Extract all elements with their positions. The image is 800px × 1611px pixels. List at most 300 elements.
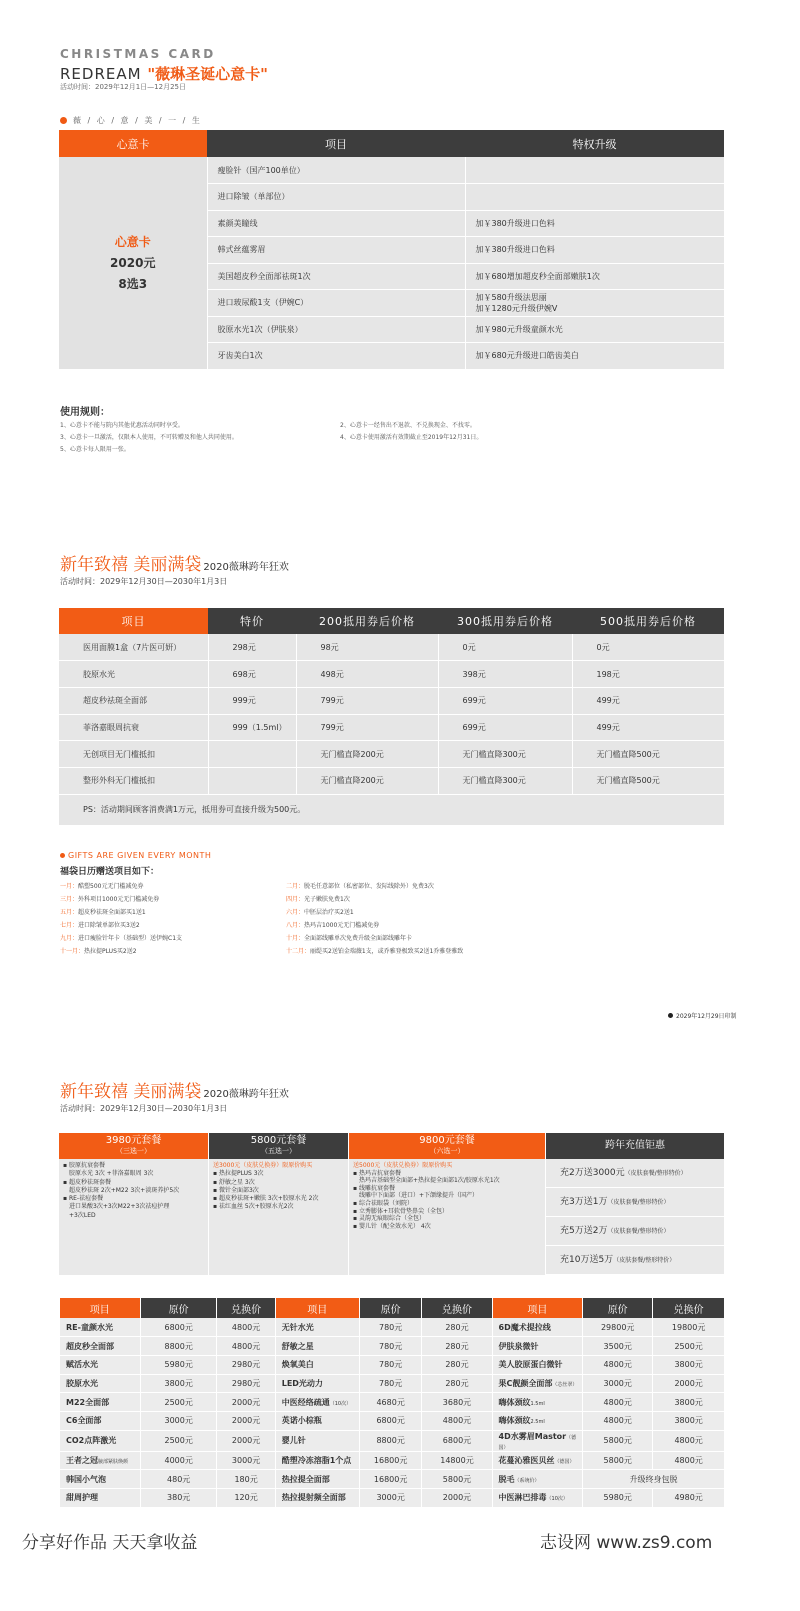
watermark-left: 分享好作品 天天拿收益 xyxy=(22,1533,198,1553)
discount-table xyxy=(59,608,724,826)
price-cell: 8800元 xyxy=(359,1430,422,1451)
table-row xyxy=(60,1355,725,1374)
item-name xyxy=(492,1470,583,1489)
package-body xyxy=(348,1159,545,1275)
newyear-subtitle: 2020薇琳跨年狂欢 xyxy=(203,1089,289,1100)
table-cell: 499元 xyxy=(572,687,724,714)
recharge-main: 充10万送5万 xyxy=(560,1255,614,1265)
item-name-note: （系统价） xyxy=(514,1477,540,1484)
package-line: ▪ 立秀膨体+耳软骨垫鼻尖（全包） xyxy=(353,1207,449,1215)
price-cell: 2500元 xyxy=(140,1393,217,1412)
package-9800 xyxy=(348,1133,545,1275)
gift-text: 全面部线雕单次免费升级全面部线雕年卡 xyxy=(304,935,413,942)
item-name-text: C6全面部 xyxy=(66,1416,102,1426)
price-cell: 6800元 xyxy=(140,1318,217,1337)
rule-item: 4、心意卡使用激活有效期截止至2019年12月31日。 xyxy=(340,434,483,441)
table-cell: 298元 xyxy=(208,634,296,661)
gift-item xyxy=(60,946,137,955)
item-name xyxy=(275,1374,359,1393)
table-cell: 无门槛直降300元 xyxy=(438,741,572,768)
package-line: ▪ 超皮秒祛斑套餐 xyxy=(63,1178,111,1186)
col-header: 项目 xyxy=(60,1298,141,1318)
table-cell: 无门槛直降500元 xyxy=(572,767,724,794)
price-cell: 5800元 xyxy=(583,1451,653,1470)
item-name-note: 1.5ml xyxy=(530,1400,545,1407)
item-name-text: 美人胶原蛋白微针 xyxy=(498,1360,563,1370)
item-name xyxy=(60,1393,141,1412)
col-header: 兑换价 xyxy=(422,1298,492,1318)
item-name-note: 2.5ml xyxy=(530,1419,545,1426)
gifts-heading-text: GIFTS ARE GIVEN EVERY MONTH xyxy=(68,851,212,860)
table-cell: 698元 xyxy=(208,661,296,688)
col-header-card: 心意卡 xyxy=(59,130,207,157)
package-line: 进口果酸3次+3次M22+3次祛痘护理 xyxy=(63,1203,170,1211)
card-table xyxy=(59,130,724,370)
table-cell: 398元 xyxy=(438,661,572,688)
price-cell: 2980元 xyxy=(217,1355,275,1374)
tagline xyxy=(60,115,202,126)
price-cell: 3500元 xyxy=(583,1337,653,1356)
price-cell: 6800元 xyxy=(422,1430,492,1451)
price-cell: 6800元 xyxy=(359,1411,422,1430)
table-cell: 799元 xyxy=(296,687,438,714)
package-line: ▪ 线雕抗衰套餐 xyxy=(353,1184,395,1192)
table-cell xyxy=(208,741,296,768)
price-cell: 180元 xyxy=(217,1470,275,1489)
recharge-row xyxy=(546,1188,724,1217)
item-name xyxy=(275,1451,359,1470)
table-row xyxy=(60,1430,725,1451)
item-name xyxy=(492,1355,583,1374)
newyear-subtitle: 2020薇琳跨年狂欢 xyxy=(203,562,289,573)
table-row xyxy=(60,1318,725,1337)
item-name-text: 伊肤泉微针 xyxy=(498,1341,539,1351)
item-name xyxy=(60,1430,141,1451)
table-row xyxy=(60,1489,725,1508)
title-cn: "薇琳圣诞心意卡" xyxy=(147,65,268,83)
gift-item xyxy=(286,946,463,955)
price-cell: 780元 xyxy=(359,1337,422,1356)
item-name-note: 腋部紧肤焕颜 xyxy=(98,1458,129,1465)
item-name xyxy=(60,1451,141,1470)
table-cell: 无门槛直降500元 xyxy=(572,741,724,768)
gift-item xyxy=(60,894,159,903)
table-cell: 牙齿美白1次 xyxy=(207,343,465,370)
table-cell: 98元 xyxy=(296,634,438,661)
ps-note: PS：活动期间顾客消费满1万元，抵用券可直接升级为500元。 xyxy=(59,794,724,825)
recharge-note: （皮肤套餐/整形特价） xyxy=(607,1228,670,1235)
price-cell: 4800元 xyxy=(583,1411,653,1430)
table-cell: 加￥680元升级进口皓齿美白 xyxy=(465,343,724,370)
package-line: ▪ 胶原抗衰套餐 xyxy=(63,1162,105,1169)
item-name xyxy=(275,1393,359,1412)
bullet-dot-icon xyxy=(60,853,65,858)
package-sub: （六选一） xyxy=(429,1147,465,1155)
package-line: ▪ 祛红血丝 5次+胶原水光2次 xyxy=(213,1203,294,1211)
col-header-item: 项目 xyxy=(207,130,465,157)
col-header: 500抵用券后价格 xyxy=(572,608,724,634)
page-title xyxy=(60,63,268,84)
item-name xyxy=(492,1374,583,1393)
card-summary xyxy=(59,157,207,369)
package-header xyxy=(59,1133,208,1159)
table-cell: 999（1.5ml） xyxy=(208,714,296,741)
price-cell: 4800元 xyxy=(583,1355,653,1374)
item-name-text: 热拉提射频全面部 xyxy=(281,1493,346,1503)
table-cell: 加￥680增加超皮秒全面部嫩肤1次 xyxy=(465,263,724,290)
table-cell: 整形外科无门槛抵扣 xyxy=(59,767,208,794)
bullet-dot-icon xyxy=(668,1013,673,1018)
package-note: 送5000元（皮肤兑换券）限原价购买 xyxy=(353,1162,453,1169)
price-cell: 5980元 xyxy=(140,1355,217,1374)
gift-text: 外科项目1000元无门槛减免券 xyxy=(78,896,160,903)
item-name-text: 6D魔术提拉线 xyxy=(498,1322,551,1332)
item-name xyxy=(60,1355,141,1374)
table-cell xyxy=(465,157,724,184)
gift-text: 脱毛任意部位（私密部位、发际线除外）免费3次 xyxy=(304,883,434,890)
col-header: 200抵用券后价格 xyxy=(296,608,438,634)
item-name-text: RE-童颜水光 xyxy=(66,1322,113,1332)
gift-text: 热拉提PLUS买2送2 xyxy=(84,948,137,955)
item-name-text: 婴儿针 xyxy=(281,1436,306,1446)
col-header: 原价 xyxy=(140,1298,217,1318)
table-cell: 无门槛直降300元 xyxy=(438,767,572,794)
item-name-text: 赋活水光 xyxy=(66,1360,98,1370)
tagline-text: 薇 / 心 / 意 / 美 / 一 / 生 xyxy=(73,116,202,125)
price-cell: 29800元 xyxy=(583,1318,653,1337)
gift-text: 中胚层治疗买2送1 xyxy=(304,909,354,916)
price-cell: 280元 xyxy=(422,1355,492,1374)
price-cell: 3800元 xyxy=(653,1355,724,1374)
table-row xyxy=(59,687,724,714)
eyebrow-title: CHRISTMAS CARD xyxy=(60,47,216,61)
price-cell: 280元 xyxy=(422,1374,492,1393)
package-line: ▪ 舒敏之星 3次 xyxy=(213,1178,255,1186)
package-3980 xyxy=(59,1133,208,1275)
package-body xyxy=(59,1159,208,1275)
price-cell: 380元 xyxy=(140,1489,217,1508)
table-row xyxy=(59,767,724,794)
item-name xyxy=(492,1451,583,1470)
gift-item xyxy=(60,881,143,890)
newyear-date: 活动时间：2029年12月30日—2030年1月3日 xyxy=(60,577,228,586)
package-header xyxy=(348,1133,545,1159)
gift-text: 光子嫩肤免费1次 xyxy=(304,896,350,903)
table-cell: 499元 xyxy=(572,714,724,741)
item-name-note: （德国） xyxy=(498,1434,577,1451)
recharge-main: 充5万送2万 xyxy=(560,1226,608,1236)
price-cell: 4680元 xyxy=(359,1393,422,1412)
card-name: 心意卡 xyxy=(114,235,151,250)
price-cell: 3800元 xyxy=(653,1411,724,1430)
item-name xyxy=(492,1489,583,1508)
package-title: 9800元套餐 xyxy=(419,1135,475,1146)
col-header: 300抵用券后价格 xyxy=(438,608,572,634)
price-cell: 120元 xyxy=(217,1489,275,1508)
package-line: 超皮秒祛斑 2次+M22 3次+淡斑养护5次 xyxy=(63,1186,180,1194)
item-name-text: 舒敏之星 xyxy=(281,1341,314,1351)
table-cell: 无门槛直降200元 xyxy=(296,767,438,794)
item-name-text: 胶原水光 xyxy=(66,1378,98,1388)
table-row xyxy=(60,1451,725,1470)
item-name xyxy=(60,1318,141,1337)
price-cell: 4000元 xyxy=(140,1451,217,1470)
price-cell: 3800元 xyxy=(140,1374,217,1393)
package-5800 xyxy=(208,1133,348,1275)
col-header: 原价 xyxy=(359,1298,422,1318)
gift-item xyxy=(60,920,140,929)
item-name-text: CO2点阵激光 xyxy=(66,1436,117,1446)
item-name xyxy=(60,1411,141,1430)
package-line: ▪ 灵韵无痕眼综合（全包） xyxy=(353,1215,425,1223)
price-cell: 16800元 xyxy=(359,1470,422,1489)
item-name xyxy=(275,1470,359,1489)
item-name-text: 焕氧美白 xyxy=(281,1360,314,1370)
item-name xyxy=(492,1318,583,1337)
gift-item xyxy=(286,933,412,942)
table-row xyxy=(60,1374,725,1393)
gift-month: 四月： xyxy=(286,896,305,903)
item-name-text: 嗨体颈纹 xyxy=(498,1416,531,1426)
table-cell: 无创项目无门槛抵扣 xyxy=(59,741,208,768)
table-cell: 0元 xyxy=(438,634,572,661)
recharge-body xyxy=(545,1159,724,1275)
package-sub: （三选一） xyxy=(116,1147,151,1155)
price-cell: 2000元 xyxy=(217,1393,275,1412)
price-cell: 2500元 xyxy=(653,1337,724,1356)
package-line: 线雕中下面部（进口）+下颌缘提升（国产） xyxy=(353,1192,479,1200)
package-line: 胶原水光 3次 +菲洛嘉眼周 3次 xyxy=(63,1170,154,1178)
package-line: +3次LED xyxy=(63,1211,96,1219)
price-cell: 3000元 xyxy=(359,1489,422,1508)
gift-month: 五月： xyxy=(60,909,79,916)
col-header: 原价 xyxy=(583,1298,653,1318)
rule-item: 1、心意卡不能与院内其他优惠活动同时享受。 xyxy=(60,422,184,429)
event-date: 活动时间：2029年12月1日—12月25日 xyxy=(60,83,186,91)
table-cell xyxy=(208,767,296,794)
item-name-text: M22全面部 xyxy=(66,1397,110,1407)
recharge-note: （皮肤套餐/整形特价） xyxy=(624,1170,687,1177)
table-cell: 699元 xyxy=(438,687,572,714)
item-name-text: 脱毛 xyxy=(498,1474,515,1484)
gift-item xyxy=(60,933,182,942)
item-name xyxy=(60,1374,141,1393)
table-cell: 198元 xyxy=(572,661,724,688)
col-header: 特价 xyxy=(208,608,296,634)
price-cell: 280元 xyxy=(422,1318,492,1337)
item-name-text: 韩国小气泡 xyxy=(66,1474,106,1484)
item-name xyxy=(275,1430,359,1451)
item-name xyxy=(492,1337,583,1356)
table-cell: 医用面膜1盒（7片医可妍） xyxy=(59,634,208,661)
price-cell: 14800元 xyxy=(422,1451,492,1470)
table-row xyxy=(60,1470,725,1489)
table-row xyxy=(60,1411,725,1430)
upgrade-line: 加￥1280元升级伊婉V xyxy=(475,303,558,313)
price-cell: 2980元 xyxy=(217,1374,275,1393)
package-header xyxy=(208,1133,348,1159)
price-cell: 280元 xyxy=(422,1337,492,1356)
price-cell: 780元 xyxy=(359,1318,422,1337)
recharge-panel xyxy=(545,1133,724,1275)
newyear-title xyxy=(60,1077,289,1102)
gift-text: 超皮秒祛斑全面部买1送1 xyxy=(78,909,146,916)
recharge-row xyxy=(546,1217,724,1246)
price-cell: 升级终身包脱 xyxy=(583,1470,724,1489)
item-name xyxy=(275,1337,359,1356)
table-cell: 胶原水光1次（伊肤泉） xyxy=(207,316,465,343)
item-name-note: （芯丝翠） xyxy=(552,1381,578,1388)
item-name-text: 甜周护理 xyxy=(66,1493,98,1503)
rule-item: 2、心意卡一经售出不退款、不兑换现金、不找零。 xyxy=(340,422,476,429)
table-cell: 超皮秒祛斑全面部 xyxy=(59,687,208,714)
table-row xyxy=(59,714,724,741)
item-name-text: 中医淋巴排毒 xyxy=(498,1493,547,1503)
table-cell: 699元 xyxy=(438,714,572,741)
col-header: 项目 xyxy=(275,1298,359,1318)
item-name xyxy=(60,1489,141,1508)
watermark-right: 志设网 www.zs9.com xyxy=(540,1533,713,1553)
price-cell: 4800元 xyxy=(217,1318,275,1337)
package-note: 送3000元（皮肤兑换券）限原价购买 xyxy=(213,1162,313,1169)
item-name xyxy=(492,1393,583,1412)
col-header-upgrade: 特权升级 xyxy=(465,130,724,157)
col-header: 项目 xyxy=(59,608,208,634)
recharge-row xyxy=(546,1246,724,1275)
recharge-main: 充3万送1万 xyxy=(560,1197,608,1207)
price-cell: 4800元 xyxy=(217,1337,275,1356)
price-cell: 2000元 xyxy=(217,1430,275,1451)
item-name-text: LED光动力 xyxy=(281,1378,323,1388)
item-name-text: 王者之冠 xyxy=(66,1455,98,1465)
table-cell: 进口玻尿酸1支（伊婉C） xyxy=(207,290,465,317)
table-cell: 菲洛嘉眼周抗衰 xyxy=(59,714,208,741)
package-line: ▪ 热拉提PLUS 3次 xyxy=(213,1170,264,1178)
gifts-heading xyxy=(60,851,211,860)
table-row xyxy=(60,1337,725,1356)
package-line: ▪ 超皮秒祛斑+嫩肤 3次+胶原水光 2次 xyxy=(213,1195,319,1203)
item-name-note: （10次） xyxy=(546,1496,568,1503)
price-cell: 480元 xyxy=(140,1470,217,1489)
gift-text: 酷塑500元无门槛减免券 xyxy=(78,883,144,890)
item-name-text: 热拉提全面部 xyxy=(281,1474,330,1484)
item-name-text: 花蔓沁雅医贝丝 xyxy=(498,1455,555,1465)
table-cell: 498元 xyxy=(296,661,438,688)
item-name-note: （10次） xyxy=(329,1400,352,1407)
price-cell: 780元 xyxy=(359,1355,422,1374)
gift-item xyxy=(286,920,379,929)
price-cell: 3000元 xyxy=(140,1411,217,1430)
table-cell: 美国超皮秒全面部祛斑1次 xyxy=(207,263,465,290)
package-sub: （五选一） xyxy=(261,1147,296,1155)
item-name-text: 4D水雾眉Mastor xyxy=(498,1431,567,1441)
gift-text: 进口除皱单部位买3送2 xyxy=(78,922,140,929)
recharge-main: 充2万送3000元 xyxy=(560,1168,625,1178)
bullet-dot-icon xyxy=(60,117,67,124)
newyear-date: 活动时间：2029年12月30日—2030年1月3日 xyxy=(60,1104,228,1113)
newyear-title-text: 新年致禧 美丽满袋 xyxy=(60,555,202,575)
table-cell: 胶原水光 xyxy=(59,661,208,688)
item-name-text: 中医经络疏通 xyxy=(281,1397,330,1407)
recharge-note: （皮肤套餐/整形特价） xyxy=(613,1257,676,1264)
item-name-text: 超皮秒全面部 xyxy=(66,1341,114,1351)
price-cell: 19800元 xyxy=(653,1318,724,1337)
package-panel xyxy=(59,1133,724,1275)
price-cell: 2000元 xyxy=(653,1374,724,1393)
gift-item xyxy=(286,894,350,903)
table-cell: 无门槛直降200元 xyxy=(296,741,438,768)
card-price: 2020元 xyxy=(110,256,156,271)
gift-month: 九月： xyxy=(60,935,79,942)
print-date-text: 2029年12月29日印制 xyxy=(676,1013,737,1020)
price-cell: 3800元 xyxy=(653,1393,724,1412)
table-row xyxy=(59,741,724,768)
price-cell: 4800元 xyxy=(422,1411,492,1430)
package-line: ▪ 婴儿针（配全效水光） 4次 xyxy=(353,1222,431,1230)
price-cell: 8800元 xyxy=(140,1337,217,1356)
item-name-text: 酷塑冷冻溶脂1个点 xyxy=(281,1455,352,1465)
gift-item xyxy=(286,907,354,916)
recharge-note: （皮肤套餐/整形特价） xyxy=(607,1199,670,1206)
price-cell: 5800元 xyxy=(422,1470,492,1489)
price-cell: 2500元 xyxy=(140,1430,217,1451)
price-cell: 2000元 xyxy=(217,1411,275,1430)
title-en: REDREAM xyxy=(60,65,142,83)
gift-item xyxy=(286,881,434,890)
newyear-title xyxy=(60,550,289,575)
table-cell: 999元 xyxy=(208,687,296,714)
package-body xyxy=(208,1159,348,1275)
price-cell: 2000元 xyxy=(422,1489,492,1508)
item-name-text: 英诺小棕瓶 xyxy=(281,1416,322,1426)
item-name xyxy=(275,1355,359,1374)
item-name xyxy=(60,1337,141,1356)
recharge-row xyxy=(546,1159,724,1188)
price-cell: 4800元 xyxy=(653,1430,724,1451)
item-name-text: 无针水光 xyxy=(281,1322,314,1332)
price-cell: 3000元 xyxy=(583,1374,653,1393)
gift-month: 三月： xyxy=(60,896,79,903)
table-cell: 进口除皱（单部位） xyxy=(207,184,465,211)
gift-month: 二月： xyxy=(286,883,305,890)
package-line: 热玛吉基础型全面部+热拉提全面部1次/胶原水光1次 xyxy=(353,1177,500,1185)
table-cell: 799元 xyxy=(296,714,438,741)
item-name xyxy=(60,1470,141,1489)
price-cell: 5980元 xyxy=(583,1489,653,1508)
gift-month: 十二月： xyxy=(286,948,311,955)
item-name xyxy=(492,1411,583,1430)
rule-item: 3、心意卡一旦激活，仅限本人使用，不可转赠及和他人共同使用。 xyxy=(60,434,238,441)
col-header: 项目 xyxy=(492,1298,583,1318)
table-cell: 加￥380升级进口色料 xyxy=(465,210,724,237)
card-rule: 8选3 xyxy=(118,277,148,292)
gift-month: 八月： xyxy=(286,922,305,929)
package-line: ▪ RE-祛痘套餐 xyxy=(63,1195,104,1203)
package-line: ▪ 微针全面部3次 xyxy=(213,1186,259,1194)
gift-text: 丽缇买2送铂金瑞薇1支，或乔雅登极致买2送1乔雅登雅致 xyxy=(310,948,464,955)
package-title: 5800元套餐 xyxy=(250,1135,307,1146)
gift-month: 十月： xyxy=(286,935,305,942)
recharge-header: 跨年充值钜惠 xyxy=(545,1133,724,1159)
table-cell: 加￥980元升级童颜水光 xyxy=(465,316,724,343)
table-row xyxy=(60,1393,725,1412)
price-cell: 5800元 xyxy=(583,1430,653,1451)
item-name xyxy=(275,1411,359,1430)
table-cell: 瘦脸针（国产100单位） xyxy=(207,157,465,184)
price-cell: 4800元 xyxy=(583,1393,653,1412)
upgrade-line: 加￥580升级法思丽 xyxy=(475,292,547,302)
item-name-text: 嗨体颈纹 xyxy=(498,1397,531,1407)
